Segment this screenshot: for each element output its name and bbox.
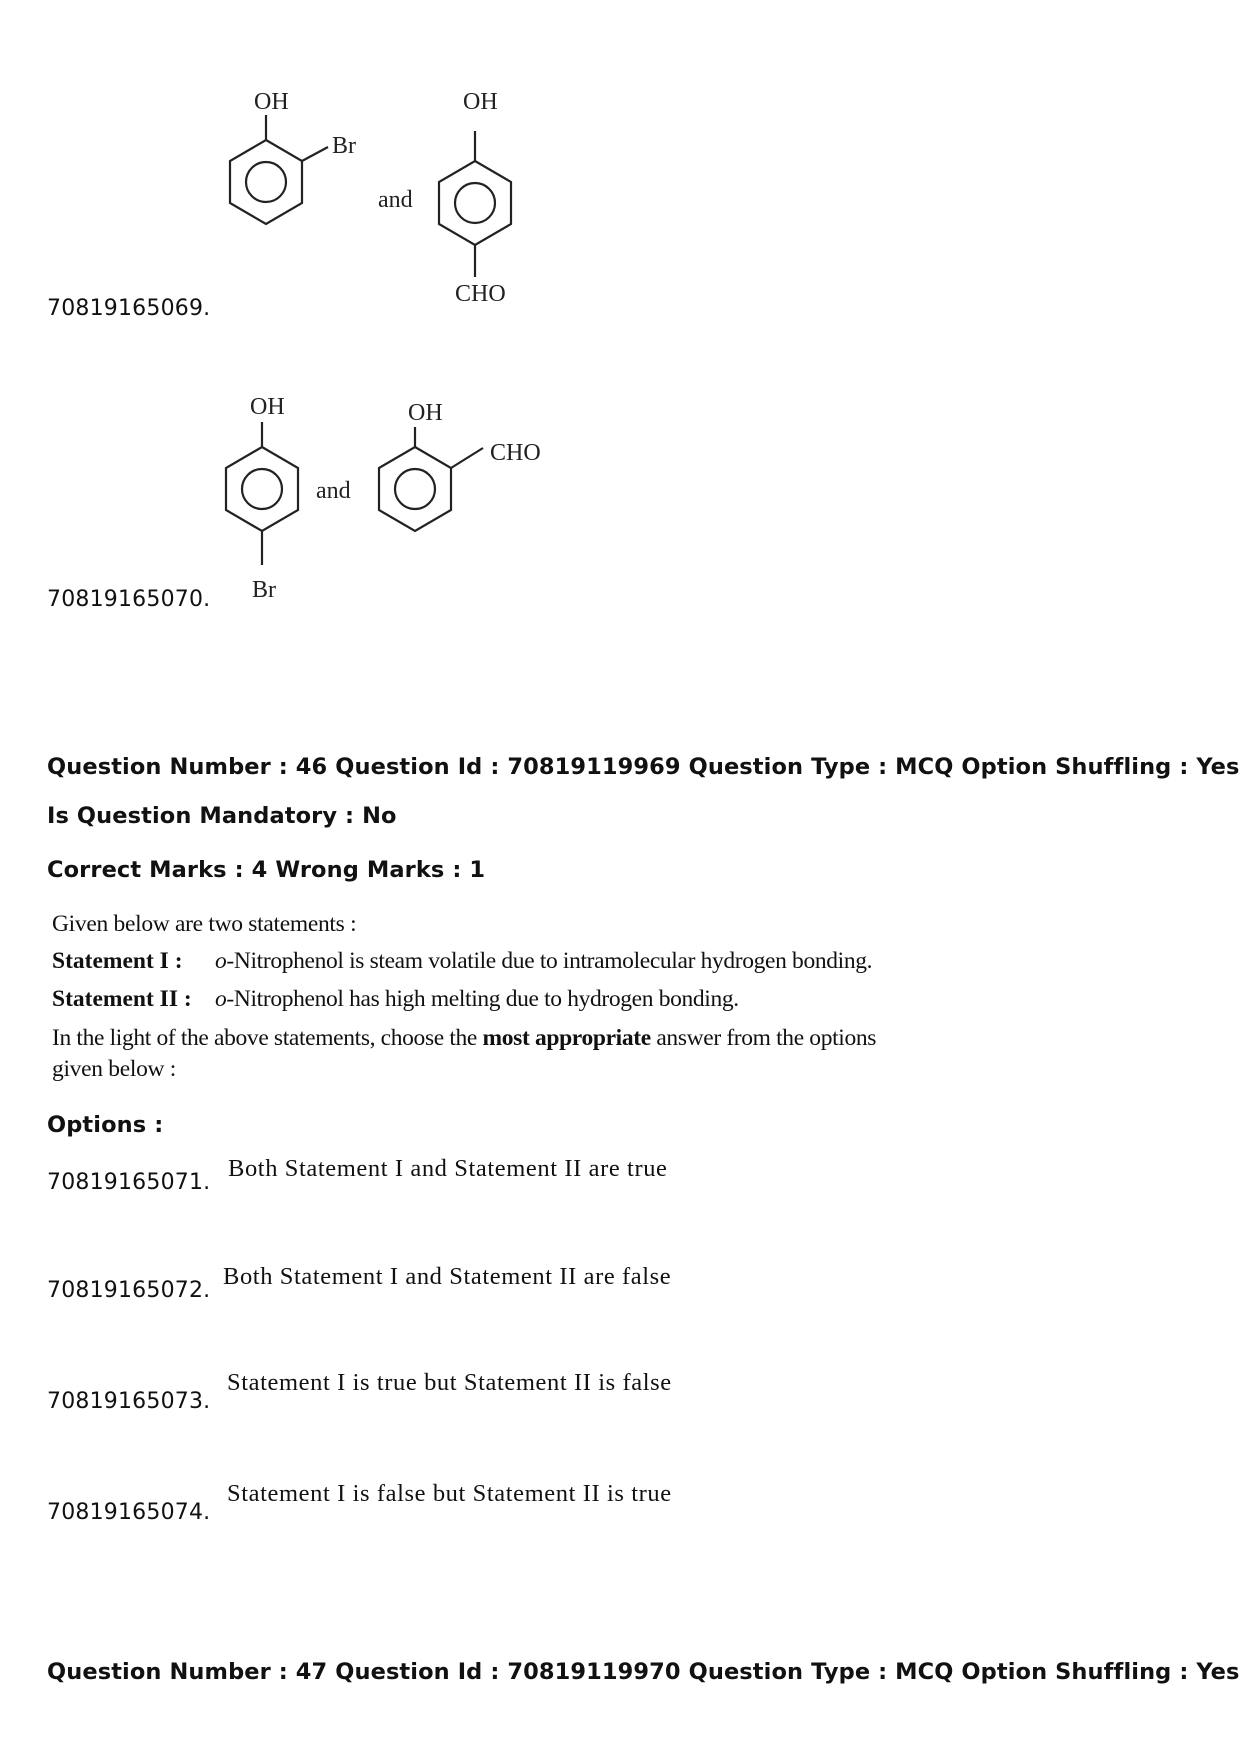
label-oh: OH bbox=[254, 89, 289, 115]
ortho-prefix: o bbox=[215, 948, 227, 974]
label-oh: OH bbox=[408, 400, 443, 426]
options-label: Options : bbox=[47, 1112, 164, 1138]
option-item[interactable] bbox=[47, 1480, 847, 1530]
option-text: Statement I is true but Statement II is false bbox=[227, 1369, 672, 1396]
structure-image-69 bbox=[200, 85, 560, 315]
option-number: 70819165071. bbox=[47, 1170, 211, 1195]
option-number: 70819165073. bbox=[47, 1389, 211, 1414]
label-and: and bbox=[378, 187, 413, 213]
ortho-prefix: o bbox=[215, 986, 227, 1012]
stem-intro: Given below are two statements : bbox=[52, 911, 357, 937]
aromatic-circle-right bbox=[395, 469, 435, 509]
label-oh: OH bbox=[463, 89, 498, 115]
aromatic-circle-right bbox=[455, 183, 495, 223]
option-text: Both Statement I and Statement II are false bbox=[223, 1263, 672, 1290]
option-number: 70819165072. bbox=[47, 1278, 211, 1303]
instruction-part: In the light of the above statements, choose the bbox=[52, 1025, 483, 1051]
instruction-emphasis: most appropriate bbox=[482, 1025, 651, 1051]
question-header-line: Question Number : 47 Question Id : 70819119970 Question Type : MCQ Option Shuffling : Yes bbox=[47, 1659, 1240, 1685]
option-text: Statement I is false but Statement II is true bbox=[227, 1480, 672, 1507]
benzene-ring-right bbox=[439, 161, 511, 245]
statement-2-body: -Nitrophenol has high melting due to hydrogen bonding. bbox=[226, 986, 739, 1012]
aromatic-circle-left bbox=[246, 162, 286, 202]
stem-instruction bbox=[52, 1027, 876, 1051]
label-cho: CHO bbox=[490, 440, 541, 466]
instruction-part: answer from the options bbox=[650, 1025, 877, 1051]
option-item[interactable] bbox=[47, 1369, 847, 1419]
option-number-69: 70819165069. bbox=[47, 296, 211, 321]
benzene-ring-left bbox=[230, 140, 302, 224]
statement-2-label: Statement II : bbox=[52, 986, 192, 1012]
label-and: and bbox=[316, 478, 351, 504]
label-oh: OH bbox=[250, 394, 285, 420]
label-br: Br bbox=[252, 577, 276, 603]
benzene-ring-right bbox=[379, 447, 451, 531]
aromatic-circle-left bbox=[242, 469, 282, 509]
statement-1-label: Statement I : bbox=[52, 948, 183, 974]
structure-image-70 bbox=[200, 385, 560, 610]
option-item[interactable] bbox=[47, 1263, 847, 1313]
label-br: Br bbox=[332, 133, 356, 159]
question-mandatory-line: Is Question Mandatory : No bbox=[47, 803, 397, 829]
label-cho: CHO bbox=[455, 281, 506, 307]
option-number: 70819165074. bbox=[47, 1500, 211, 1525]
statement-2-text bbox=[215, 988, 739, 1012]
option-number-70: 70819165070. bbox=[47, 587, 211, 612]
question-marks-line: Correct Marks : 4 Wrong Marks : 1 bbox=[47, 857, 486, 883]
benzene-ring-left bbox=[226, 447, 298, 531]
statement-1-body: -Nitrophenol is steam volatile due to intramolecular hydrogen bonding. bbox=[226, 948, 873, 974]
question-header-line: Question Number : 46 Question Id : 70819119969 Question Type : MCQ Option Shuffling : Yes bbox=[47, 754, 1240, 780]
stem-instruction-cont: given below : bbox=[52, 1056, 177, 1082]
statement-1-text bbox=[215, 950, 872, 974]
option-item[interactable] bbox=[47, 1155, 847, 1205]
option-text: Both Statement I and Statement II are true bbox=[228, 1155, 668, 1182]
